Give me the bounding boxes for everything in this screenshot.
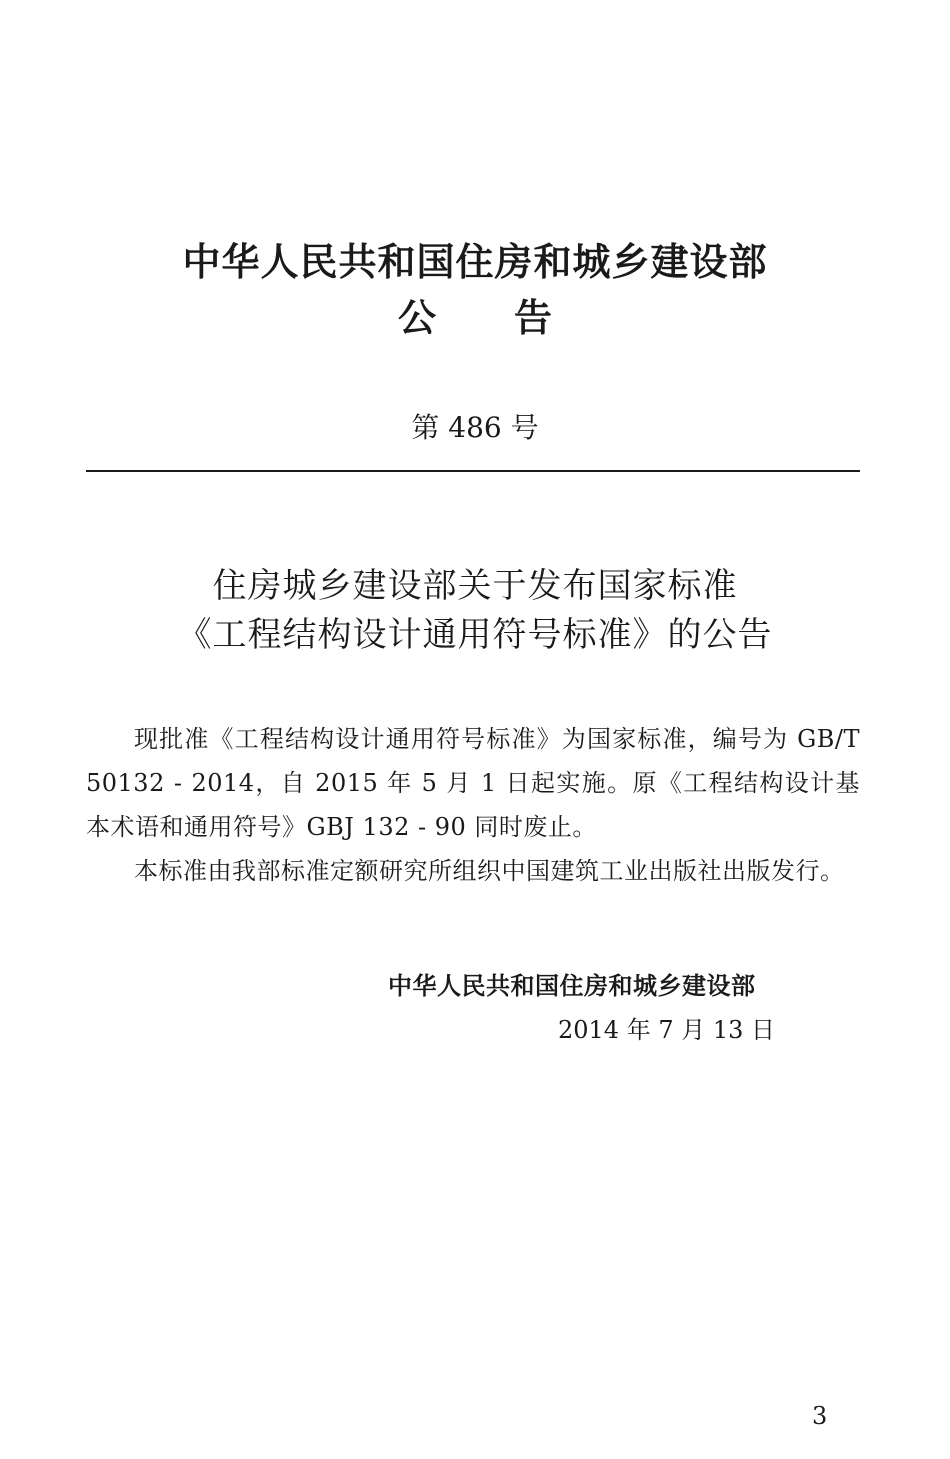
- body-paragraph-2: 本标准由我部标准定额研究所组织中国建筑工业出版社出版发行。: [134, 857, 845, 885]
- notice-subject: [0, 562, 950, 660]
- subject-line-2: 《工程结构设计通用符号标准》的公告: [177, 615, 773, 655]
- notice-number: 第 486 号: [411, 411, 539, 444]
- header-divider: [86, 470, 860, 472]
- issuer-title: 中华人民共和国住房和城乡建设部: [182, 240, 768, 284]
- signature-date: 2014 年 7 月 13 日: [558, 1016, 776, 1044]
- page-number: 3: [812, 1402, 828, 1430]
- notice-body: [86, 717, 860, 893]
- signature-issuer: 中华人民共和国住房和城乡建设部: [388, 972, 756, 1000]
- notice-heading: 公告: [397, 296, 630, 340]
- body-paragraph-1: 现批准《工程结构设计通用符号标准》为国家标准，编号为 GB/T 50132 - 2014，自 2015 年 5 月 1 日起实施。原《工程结构设计基本术语和通用符号》GBJ 132 - 90 同时废止。: [86, 725, 860, 841]
- subject-line-1: 住房城乡建设部关于发布国家标准: [212, 566, 738, 606]
